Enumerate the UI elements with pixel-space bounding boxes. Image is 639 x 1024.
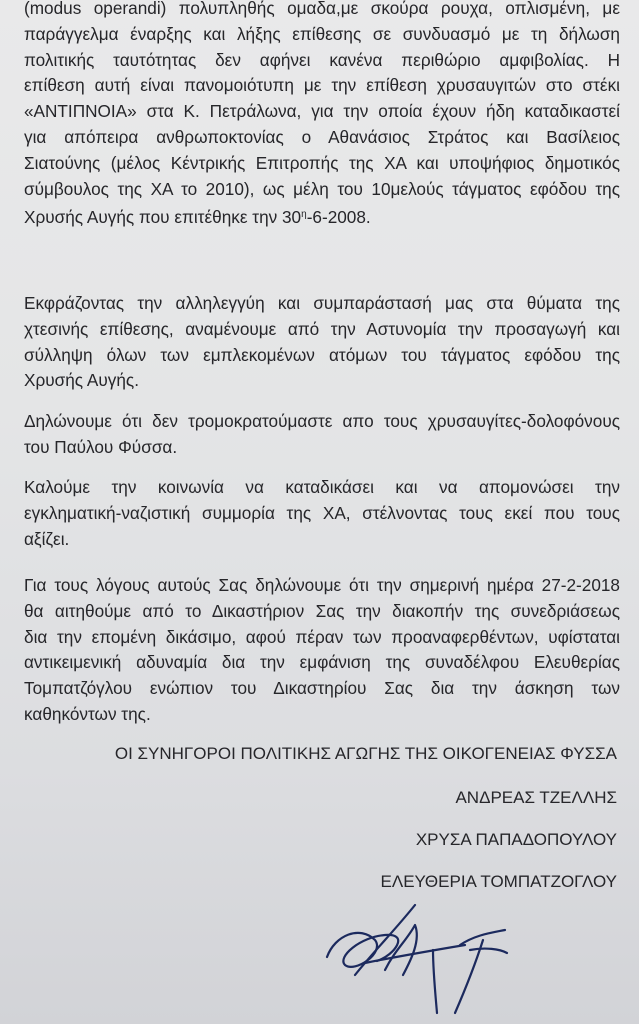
ordinal-superscript: η bbox=[301, 209, 307, 221]
text-line: δια την επομένη δικάσιμο, αφού πέραν των προαναφερθέντων, υφίσταται bbox=[24, 626, 620, 647]
text-fragment: -6-2008. bbox=[306, 207, 371, 228]
text-line: επίθεση αυτή είναι πανομοιότυπη με την επίθεση χρυσαυγιτών στο στέκι bbox=[24, 75, 620, 96]
signatory-name: ΑΝΔΡΕΑΣ ΤΖΕΛΛΗΣ bbox=[455, 788, 617, 807]
text-line: σύμβουλος της ΧΑ το 2010), ως μέλη του 10μελούς τάγματος εφόδου της bbox=[24, 178, 620, 199]
text-line: Σιατούνης (μέλος Κέντρικής Επιτροπής της ΧΑ και υποψήφιος δημοτικός bbox=[24, 152, 620, 173]
text-fragment: Χρυσής Αυγής που επιτέθηκε την 30 bbox=[24, 207, 302, 228]
text-line: παράγγελμα έναρξης και λήξης επίθεσης σε συνδυασμό με τη δήλωση bbox=[24, 23, 620, 44]
text-line: Τομπατζόγλου ενώπιον του Δικαστηρίου Σας δια την άσκηση των bbox=[24, 678, 620, 699]
text-line: Για τους λόγους αυτούς Σας δηλώνουμε ότι την σημερινή ημέρα 27-2-2018 bbox=[24, 575, 620, 595]
text-line: Εκφράζοντας την αλληλεγγύη και συμπαράστασή μας στα θύματα της bbox=[24, 293, 620, 313]
paragraph-4 bbox=[24, 475, 620, 552]
handwritten-signature bbox=[315, 895, 515, 1020]
text-line: θα αιτηθούμε από το Δικαστήριον Σας την διακοπήν της συνεδριάσεως bbox=[24, 600, 620, 621]
text-line: για απόπειρα ανθρωποκτονίας ο Αθανάσιος Στράτος και Βασίλειος bbox=[24, 126, 620, 147]
paragraph-5 bbox=[24, 573, 620, 728]
text-line: «ΑΝΤΙΠΝΟΙΑ» στα Κ. Πετράλωνα, για την οποία έχουν ήδη καταδικαστεί bbox=[24, 101, 620, 122]
text-line: χτεσινής επίθεσης, αναμένουμε από την Αστυνομία την προσαγωγή και bbox=[24, 318, 620, 339]
text-line: αντικειμενική αδυναμία δια την εμφάνιση της συναδέλφου Ελευθερίας bbox=[24, 652, 620, 673]
signatories-heading: ΟΙ ΣΥΝΗΓΟΡΟΙ ΠΟΛΙΤΙΚΗΣ ΑΓΩΓΗΣ ΤΗΣ ΟΙΚΟΓΕΝΕΙΑΣ ΦΥΣΣΑ bbox=[114, 744, 617, 763]
text-line: Καλούμε την κοινωνία να καταδικάσει και να απομονώσει την bbox=[24, 477, 620, 497]
text-line: αξίζει. bbox=[24, 528, 70, 549]
signatory-name: ΧΡΥΣΑ ΠΑΠΑΔΟΠΟΥΛΟΥ bbox=[415, 830, 617, 849]
paragraph-3 bbox=[24, 409, 620, 461]
text-line: πολιτικής ταυτότητας δεν αφήνει κανένα περιθώριο αμφιβολίας. Η bbox=[24, 49, 620, 70]
signatory-name: ΕΛΕΥΘΕΡΙΑ ΤΟΜΠΑΤΖΟΓΛΟΥ bbox=[380, 872, 617, 891]
text-line: σύλληψη όλων των εμπλεκομένων ατόμων του τάγματος εφόδου της bbox=[24, 344, 620, 365]
paragraph-1 bbox=[24, 0, 620, 231]
text-line bbox=[24, 202, 620, 231]
paragraph-2 bbox=[24, 291, 620, 394]
text-line: του Παύλου Φύσσα. bbox=[24, 436, 178, 457]
text-line: (modus operandi) πολυπληθής ομαδα,με σκούρα ρουχα, οπλισμένη, με bbox=[24, 0, 620, 18]
text-line: Δηλώνουμε ότι δεν τρομοκρατούμαστε απο τους χρυσαυγίτες-δολοφόνους bbox=[24, 411, 620, 431]
text-line: εγκληματική-ναζιστική συμμορία της ΧΑ, στέλνοντας τους εκεί που τους bbox=[24, 502, 620, 523]
text-line: καθηκόντων της. bbox=[24, 703, 151, 724]
text-line: Χρυσής Αυγής. bbox=[24, 370, 139, 391]
